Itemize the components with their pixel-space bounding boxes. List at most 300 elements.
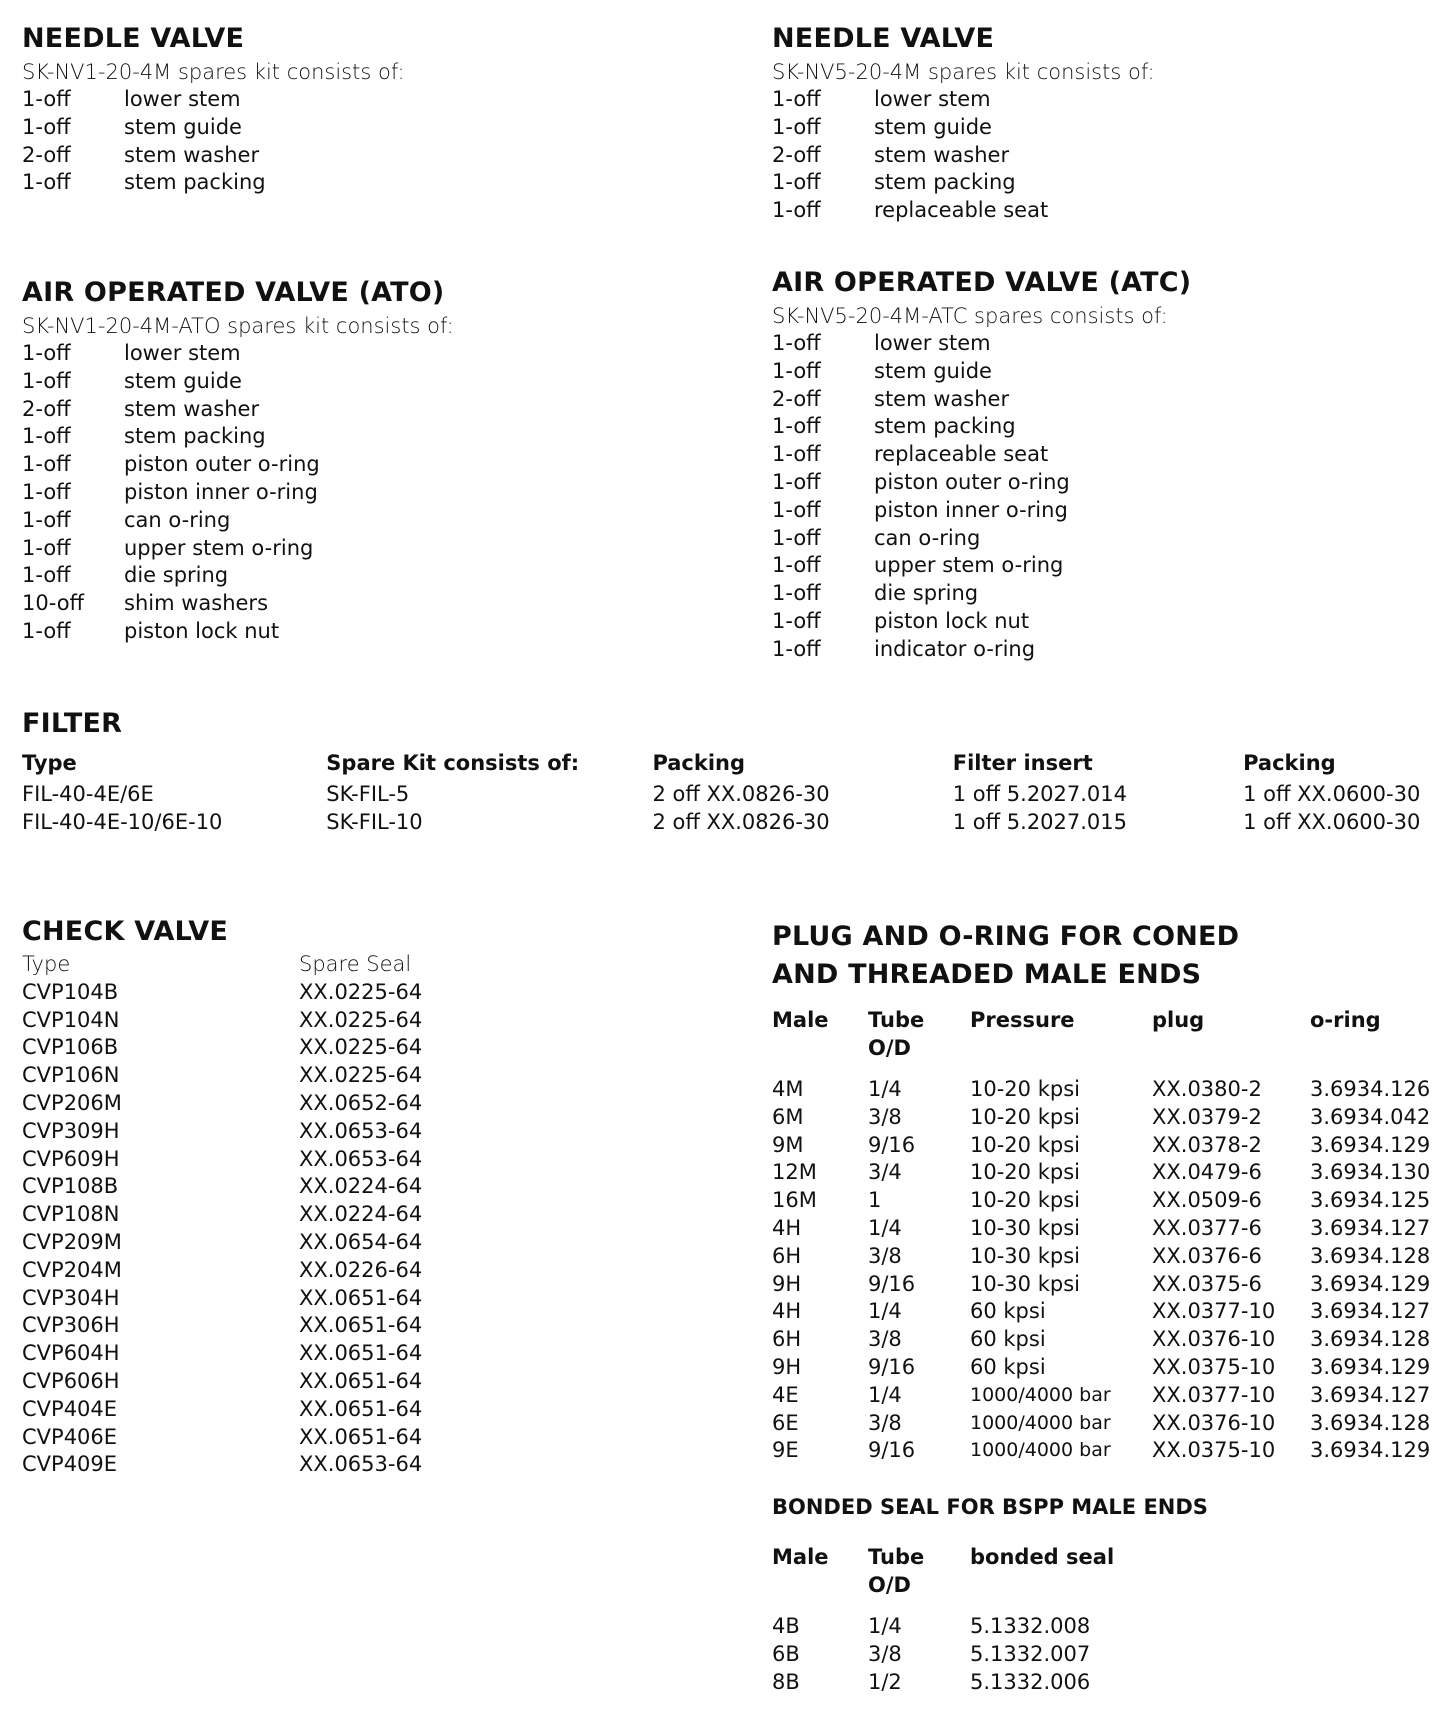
table-cell: CVP106B xyxy=(22,1035,119,1060)
kit-item xyxy=(772,552,1412,580)
table-cell: 3/4 xyxy=(868,1160,902,1185)
bonded-seal-table xyxy=(772,1543,1452,1696)
table-cell: 60 kpsi xyxy=(970,1299,1046,1324)
table-row xyxy=(772,1410,1452,1438)
kit-item-qty: 1-off xyxy=(22,87,71,111)
table-cell: XX.0651-64 xyxy=(299,1313,423,1338)
kit-item xyxy=(772,497,1412,525)
table-cell: CVP604H xyxy=(22,1341,120,1366)
column-header: Tube xyxy=(868,1545,925,1569)
needle-valve-nv1-section xyxy=(22,20,662,197)
table-cell: 1000/4000 bar xyxy=(970,1439,1111,1462)
table-cell: 6M xyxy=(772,1104,804,1129)
kit-item xyxy=(22,618,662,646)
kit-item-qty: 1-off xyxy=(772,358,821,383)
table-row xyxy=(22,1173,662,1201)
filter-section xyxy=(22,705,1442,837)
table-row xyxy=(772,1669,1452,1697)
table-cell: CVP104B xyxy=(22,979,119,1004)
plug-oring-section xyxy=(772,918,1452,1465)
table-cell: 1 off XX.0600-30 xyxy=(1243,809,1421,834)
table-cell: CVP406E xyxy=(22,1424,118,1449)
table-cell: 4M xyxy=(772,1077,804,1101)
table-cell: XX.0376-10 xyxy=(1152,1410,1276,1435)
table-cell: CVP404E xyxy=(22,1396,118,1421)
kit-item xyxy=(22,479,662,507)
table-cell: 3/8 xyxy=(868,1410,902,1435)
column-header-sub: O/D xyxy=(868,1573,911,1597)
table-cell: 9E xyxy=(772,1438,799,1463)
table-header-row xyxy=(22,951,662,979)
kit-item-part: stem washer xyxy=(124,396,260,421)
table-cell: XX.0375-10 xyxy=(1152,1438,1276,1463)
kit-item-qty: 1-off xyxy=(772,525,821,550)
table-cell: 3.6934.127 xyxy=(1310,1382,1431,1407)
kit-item-part: lower stem xyxy=(124,87,241,111)
kit-item-part: shim washers xyxy=(124,591,269,616)
kit-item-part: piston lock nut xyxy=(124,618,280,643)
kit-item-qty: 1-off xyxy=(22,535,71,560)
kit-item-part: stem guide xyxy=(874,358,992,383)
table-cell: XX.0226-64 xyxy=(299,1257,423,1282)
table-cell: XX.0225-64 xyxy=(299,1007,423,1032)
kit-item-part: stem guide xyxy=(124,368,242,393)
kit-item-qty: 1-off xyxy=(772,497,821,522)
kit-item xyxy=(22,562,662,590)
kit-item-part: die spring xyxy=(124,563,229,588)
table-cell: XX.0651-64 xyxy=(299,1341,423,1366)
kit-item-qty: 1-off xyxy=(22,618,71,643)
table-row xyxy=(22,1451,662,1479)
column-header: Male xyxy=(772,1545,829,1569)
table-cell: 3.6934.129 xyxy=(1310,1271,1431,1296)
column-header: o-ring xyxy=(1310,1008,1381,1032)
table-row xyxy=(22,1340,662,1368)
table-cell: 10-20 kpsi xyxy=(970,1132,1080,1157)
kit-intro: SK-NV5-20-4M spares kit consists of: xyxy=(772,60,1155,84)
table-cell: XX.0651-64 xyxy=(299,1424,423,1449)
table-cell: 3.6934.130 xyxy=(1310,1160,1431,1185)
kit-item xyxy=(772,636,1412,664)
column-header: plug xyxy=(1152,1008,1205,1032)
table-cell: XX.0377-6 xyxy=(1152,1215,1262,1240)
filter-table xyxy=(22,749,1442,837)
kit-item-qty: 2-off xyxy=(22,142,71,167)
table-row xyxy=(22,809,1442,837)
table-row xyxy=(22,1090,662,1118)
table-cell: 3.6934.128 xyxy=(1310,1410,1431,1435)
table-row xyxy=(772,1641,1452,1669)
table-row xyxy=(772,1159,1452,1187)
kit-item xyxy=(22,340,662,368)
table-cell: 10-20 kpsi xyxy=(970,1104,1080,1129)
table-row xyxy=(22,1368,662,1396)
table-cell: XX.0509-6 xyxy=(1152,1188,1262,1213)
table-row xyxy=(22,1396,662,1424)
table-cell: XX.0652-64 xyxy=(299,1090,423,1115)
table-cell: XX.0378-2 xyxy=(1152,1132,1262,1157)
kit-item-part: indicator o-ring xyxy=(874,636,1036,661)
table-cell: 5.1332.008 xyxy=(970,1614,1091,1638)
kit-item-qty: 2-off xyxy=(772,142,821,167)
table-cell: 1/4 xyxy=(868,1215,902,1240)
kit-item-part: lower stem xyxy=(124,341,241,365)
kit-intro: SK-NV5-20-4M-ATC spares consists of: xyxy=(772,304,1168,328)
table-cell: CVP209M xyxy=(22,1229,122,1254)
table-cell: 3/8 xyxy=(868,1641,902,1666)
kit-item-part: upper stem o-ring xyxy=(124,535,314,560)
table-cell: 3/8 xyxy=(868,1327,902,1352)
kit-item xyxy=(22,423,662,451)
table-cell: 6E xyxy=(772,1410,799,1435)
kit-item-part: stem packing xyxy=(874,170,1016,195)
column-header: Packing xyxy=(1243,751,1336,775)
table-cell: XX.0225-64 xyxy=(299,1063,423,1088)
kit-item xyxy=(772,441,1412,469)
kit-item xyxy=(772,142,1412,170)
kit-item-part: can o-ring xyxy=(874,525,981,550)
kit-item-qty: 1-off xyxy=(772,331,821,355)
table-row xyxy=(22,781,1442,809)
kit-item xyxy=(22,590,662,618)
table-cell: CVP409E xyxy=(22,1452,118,1477)
table-cell: 3.6934.127 xyxy=(1310,1215,1431,1240)
needle-valve-nv5-section xyxy=(772,20,1412,225)
table-cell: CVP606H xyxy=(22,1368,120,1393)
kit-item-part: stem packing xyxy=(124,170,266,195)
table-cell: 3.6934.129 xyxy=(1310,1132,1431,1157)
check-valve-section xyxy=(22,913,662,1479)
kit-item-qty: 1-off xyxy=(772,469,821,494)
column-header-sub: O/D xyxy=(868,1036,911,1060)
table-row xyxy=(772,1076,1452,1104)
kit-item-qty: 1-off xyxy=(772,414,821,439)
plug-oring-table xyxy=(772,1006,1452,1465)
column-header: Type xyxy=(22,952,71,976)
table-cell: 10-30 kpsi xyxy=(970,1271,1080,1296)
table-row xyxy=(772,1215,1452,1243)
kit-item-part: stem guide xyxy=(874,114,992,139)
table-cell: XX.0653-64 xyxy=(299,1452,423,1477)
table-cell: XX.0479-6 xyxy=(1152,1160,1262,1185)
kit-item-part: replaceable seat xyxy=(874,198,1049,223)
kit-item-qty: 2-off xyxy=(22,396,71,421)
kit-item xyxy=(772,169,1412,197)
table-cell: CVP104N xyxy=(22,1007,120,1032)
table-cell: 4B xyxy=(772,1614,800,1638)
column-header: Male xyxy=(772,1008,829,1032)
table-cell: 8B xyxy=(772,1669,800,1694)
table-cell: XX.0225-64 xyxy=(299,979,423,1004)
table-cell: 1 off 5.2027.015 xyxy=(952,809,1128,834)
table-cell: XX.0224-64 xyxy=(299,1202,423,1227)
kit-item xyxy=(772,358,1412,386)
table-cell: XX.0651-64 xyxy=(299,1396,423,1421)
kit-item-part: stem packing xyxy=(874,414,1016,439)
kit-item xyxy=(22,396,662,424)
table-cell: CVP304H xyxy=(22,1285,120,1310)
table-cell: XX.0376-6 xyxy=(1152,1243,1262,1268)
table-cell: XX.0376-10 xyxy=(1152,1327,1276,1352)
bonded-seal-section xyxy=(772,1493,1452,1696)
table-cell: XX.0653-64 xyxy=(299,1146,423,1171)
kit-item xyxy=(772,86,1412,114)
table-cell: XX.0225-64 xyxy=(299,1035,423,1060)
kit-item-qty: 1-off xyxy=(22,507,71,532)
kit-list xyxy=(772,86,1412,225)
kit-item-part: die spring xyxy=(874,581,979,606)
table-cell: 6B xyxy=(772,1641,800,1666)
table-cell: 10-20 kpsi xyxy=(970,1160,1080,1185)
table-cell: XX.0653-64 xyxy=(299,1118,423,1143)
kit-item-part: upper stem o-ring xyxy=(874,553,1064,578)
table-cell: XX.0651-64 xyxy=(299,1368,423,1393)
table-cell: 1/2 xyxy=(868,1669,902,1694)
table-cell: CVP108N xyxy=(22,1202,120,1227)
section-title-line2: AND THREADED MALE ENDS xyxy=(772,959,1202,990)
kit-item-part: piston lock nut xyxy=(874,608,1030,633)
table-row xyxy=(22,1201,662,1229)
kit-intro: SK-NV1-20-4M-ATO spares kit consists of: xyxy=(22,314,454,338)
table-row xyxy=(22,1146,662,1174)
table-cell: 3.6934.129 xyxy=(1310,1354,1431,1379)
table-row xyxy=(22,979,662,1007)
kit-list xyxy=(22,86,662,197)
table-cell: 2 off XX.0826-30 xyxy=(652,782,830,806)
table-cell: 12M xyxy=(772,1160,817,1185)
kit-item-qty: 1-off xyxy=(772,636,821,661)
kit-item xyxy=(22,507,662,535)
kit-item-part: stem packing xyxy=(124,424,266,449)
table-row xyxy=(772,1298,1452,1326)
kit-item xyxy=(772,525,1412,553)
table-cell: 6H xyxy=(772,1327,802,1352)
table-cell: 1000/4000 bar xyxy=(970,1383,1111,1406)
kit-list xyxy=(772,330,1412,664)
section-title: NEEDLE VALVE xyxy=(772,23,995,54)
table-cell: 1/4 xyxy=(868,1299,902,1324)
table-row xyxy=(772,1326,1452,1354)
section-title: AIR OPERATED VALVE (ATC) xyxy=(772,267,1192,298)
table-row xyxy=(22,1312,662,1340)
kit-item-qty: 1-off xyxy=(772,170,821,195)
table-cell: 4H xyxy=(772,1215,802,1240)
table-cell: XX.0651-64 xyxy=(299,1285,423,1310)
table-cell: 9H xyxy=(772,1271,802,1296)
table-cell: 5.1332.006 xyxy=(970,1669,1091,1694)
kit-item-qty: 1-off xyxy=(22,341,71,365)
kit-list xyxy=(22,340,662,646)
table-row xyxy=(772,1382,1452,1410)
kit-item-qty: 1-off xyxy=(772,553,821,578)
table-cell: 3.6934.126 xyxy=(1310,1077,1431,1101)
table-cell: 10-20 kpsi xyxy=(970,1188,1080,1213)
kit-item-part: piston inner o-ring xyxy=(874,497,1068,522)
kit-item-qty: 1-off xyxy=(22,563,71,588)
table-cell: 60 kpsi xyxy=(970,1327,1046,1352)
kit-item-qty: 1-off xyxy=(22,479,71,504)
column-header: Pressure xyxy=(970,1008,1075,1032)
section-title: CHECK VALVE xyxy=(22,916,228,947)
kit-item xyxy=(22,535,662,563)
table-cell: XX.0377-10 xyxy=(1152,1382,1276,1407)
section-title: NEEDLE VALVE xyxy=(22,23,245,54)
table-row xyxy=(772,1132,1452,1160)
table-cell: CVP108B xyxy=(22,1174,119,1199)
table-cell: 10-20 kpsi xyxy=(970,1077,1080,1101)
table-row xyxy=(772,1271,1452,1299)
kit-item xyxy=(772,413,1412,441)
kit-item-qty: 1-off xyxy=(22,170,71,195)
kit-item xyxy=(22,368,662,396)
table-row xyxy=(772,1104,1452,1132)
table-row xyxy=(22,1118,662,1146)
table-cell: CVP106N xyxy=(22,1063,120,1088)
kit-item-qty: 1-off xyxy=(772,581,821,606)
kit-item-qty: 2-off xyxy=(772,386,821,411)
table-cell: 9/16 xyxy=(868,1132,916,1157)
kit-item-qty: 1-off xyxy=(22,368,71,393)
column-header: Type xyxy=(22,751,77,775)
table-cell: 5.1332.007 xyxy=(970,1641,1091,1666)
kit-item xyxy=(772,580,1412,608)
table-cell: 4E xyxy=(772,1382,799,1407)
column-header: Packing xyxy=(652,751,746,775)
air-valve-ato-section xyxy=(22,274,662,646)
kit-item-part: lower stem xyxy=(874,331,991,355)
kit-item xyxy=(22,142,662,170)
table-header-row xyxy=(772,1006,1452,1034)
table-row xyxy=(22,1007,662,1035)
kit-item xyxy=(772,469,1412,497)
table-cell: 3/8 xyxy=(868,1104,902,1129)
column-header: Tube xyxy=(868,1008,925,1032)
column-header: Filter insert xyxy=(952,751,1093,775)
table-cell: XX.0224-64 xyxy=(299,1174,423,1199)
column-header: bonded seal xyxy=(970,1545,1115,1569)
kit-item-qty: 1-off xyxy=(22,424,71,449)
kit-item-qty: 1-off xyxy=(772,114,821,139)
table-cell: 1 off XX.0600-30 xyxy=(1243,782,1421,806)
table-cell: 1/4 xyxy=(868,1382,902,1407)
table-cell: FIL-40-4E-10/6E-10 xyxy=(22,809,223,834)
kit-item-qty: 1-off xyxy=(22,452,71,477)
section-title: FILTER xyxy=(22,708,123,739)
kit-item xyxy=(772,330,1412,358)
table-row xyxy=(22,1034,662,1062)
table-header-row xyxy=(772,1543,1452,1571)
table-cell: CVP206M xyxy=(22,1090,122,1115)
table-row xyxy=(772,1437,1452,1465)
table-cell: XX.0379-2 xyxy=(1152,1104,1262,1129)
table-cell: 9/16 xyxy=(868,1354,916,1379)
table-cell: 10-30 kpsi xyxy=(970,1215,1080,1240)
kit-item-part: piston outer o-ring xyxy=(874,469,1070,494)
kit-item-part: stem washer xyxy=(124,142,260,167)
table-header-subrow xyxy=(772,1034,1452,1062)
kit-item xyxy=(772,114,1412,142)
column-header: Spare Seal xyxy=(299,952,412,976)
kit-item-part: stem washer xyxy=(874,386,1010,411)
table-cell: 16M xyxy=(772,1188,817,1213)
kit-item-part: stem guide xyxy=(124,114,242,139)
kit-item-part: piston outer o-ring xyxy=(124,452,320,477)
table-row xyxy=(22,1285,662,1313)
table-cell: CVP204M xyxy=(22,1257,122,1282)
table-cell: CVP609H xyxy=(22,1146,120,1171)
table-cell: 10-30 kpsi xyxy=(970,1243,1080,1268)
kit-item-part: lower stem xyxy=(874,87,991,111)
table-cell: SK-FIL-10 xyxy=(326,809,423,834)
check-valve-table xyxy=(22,951,662,1479)
kit-item xyxy=(22,169,662,197)
table-cell: XX.0375-10 xyxy=(1152,1354,1276,1379)
table-row xyxy=(772,1354,1452,1382)
table-row xyxy=(22,1062,662,1090)
table-header-row xyxy=(22,749,1442,777)
kit-item-qty: 1-off xyxy=(22,114,71,139)
table-row xyxy=(22,1229,662,1257)
kit-item-qty: 1-off xyxy=(772,442,821,467)
kit-item xyxy=(772,386,1412,414)
column-header: Spare Kit consists of: xyxy=(326,751,580,775)
table-row xyxy=(22,1257,662,1285)
table-cell: 3.6934.127 xyxy=(1310,1299,1431,1324)
section-title: AIR OPERATED VALVE (ATO) xyxy=(22,277,445,308)
table-cell: 6H xyxy=(772,1243,802,1268)
section-title: BONDED SEAL FOR BSPP MALE ENDS xyxy=(772,1495,1208,1519)
air-valve-atc-section xyxy=(772,264,1412,664)
kit-item-part: stem washer xyxy=(874,142,1010,167)
table-row xyxy=(772,1187,1452,1215)
table-cell: 9M xyxy=(772,1132,804,1157)
table-cell: 3/8 xyxy=(868,1243,902,1268)
table-cell: XX.0377-10 xyxy=(1152,1299,1276,1324)
kit-item-qty: 1-off xyxy=(772,608,821,633)
kit-item xyxy=(22,451,662,479)
table-cell: 1/4 xyxy=(868,1077,902,1101)
table-cell: 3.6934.042 xyxy=(1310,1104,1431,1129)
table-cell: 9H xyxy=(772,1354,802,1379)
kit-item-qty: 1-off xyxy=(772,87,821,111)
table-cell: 2 off XX.0826-30 xyxy=(652,809,830,834)
kit-item xyxy=(22,86,662,114)
table-cell: FIL-40-4E/6E xyxy=(22,782,154,806)
kit-item-part: replaceable seat xyxy=(874,442,1049,467)
table-cell: CVP306H xyxy=(22,1313,120,1338)
table-cell: 1 xyxy=(868,1188,882,1213)
table-cell: 1/4 xyxy=(868,1614,902,1638)
kit-item-qty: 10-off xyxy=(22,591,85,616)
kit-item-qty: 1-off xyxy=(772,198,821,223)
table-cell: 4H xyxy=(772,1299,802,1324)
table-row xyxy=(772,1243,1452,1271)
table-row xyxy=(22,1424,662,1452)
table-cell: 3.6934.129 xyxy=(1310,1438,1431,1463)
kit-intro: SK-NV1-20-4M spares kit consists of: xyxy=(22,60,405,84)
table-row xyxy=(772,1613,1452,1641)
kit-item xyxy=(772,197,1412,225)
section-title-line1: PLUG AND O-RING FOR CONED xyxy=(772,921,1240,952)
table-cell: XX.0375-6 xyxy=(1152,1271,1262,1296)
table-cell: 3.6934.128 xyxy=(1310,1327,1431,1352)
table-cell: 9/16 xyxy=(868,1271,916,1296)
table-cell: 3.6934.125 xyxy=(1310,1188,1431,1213)
kit-item xyxy=(22,114,662,142)
table-cell: 9/16 xyxy=(868,1438,916,1463)
table-cell: 1 off 5.2027.014 xyxy=(952,782,1128,806)
table-cell: 1000/4000 bar xyxy=(970,1411,1111,1434)
